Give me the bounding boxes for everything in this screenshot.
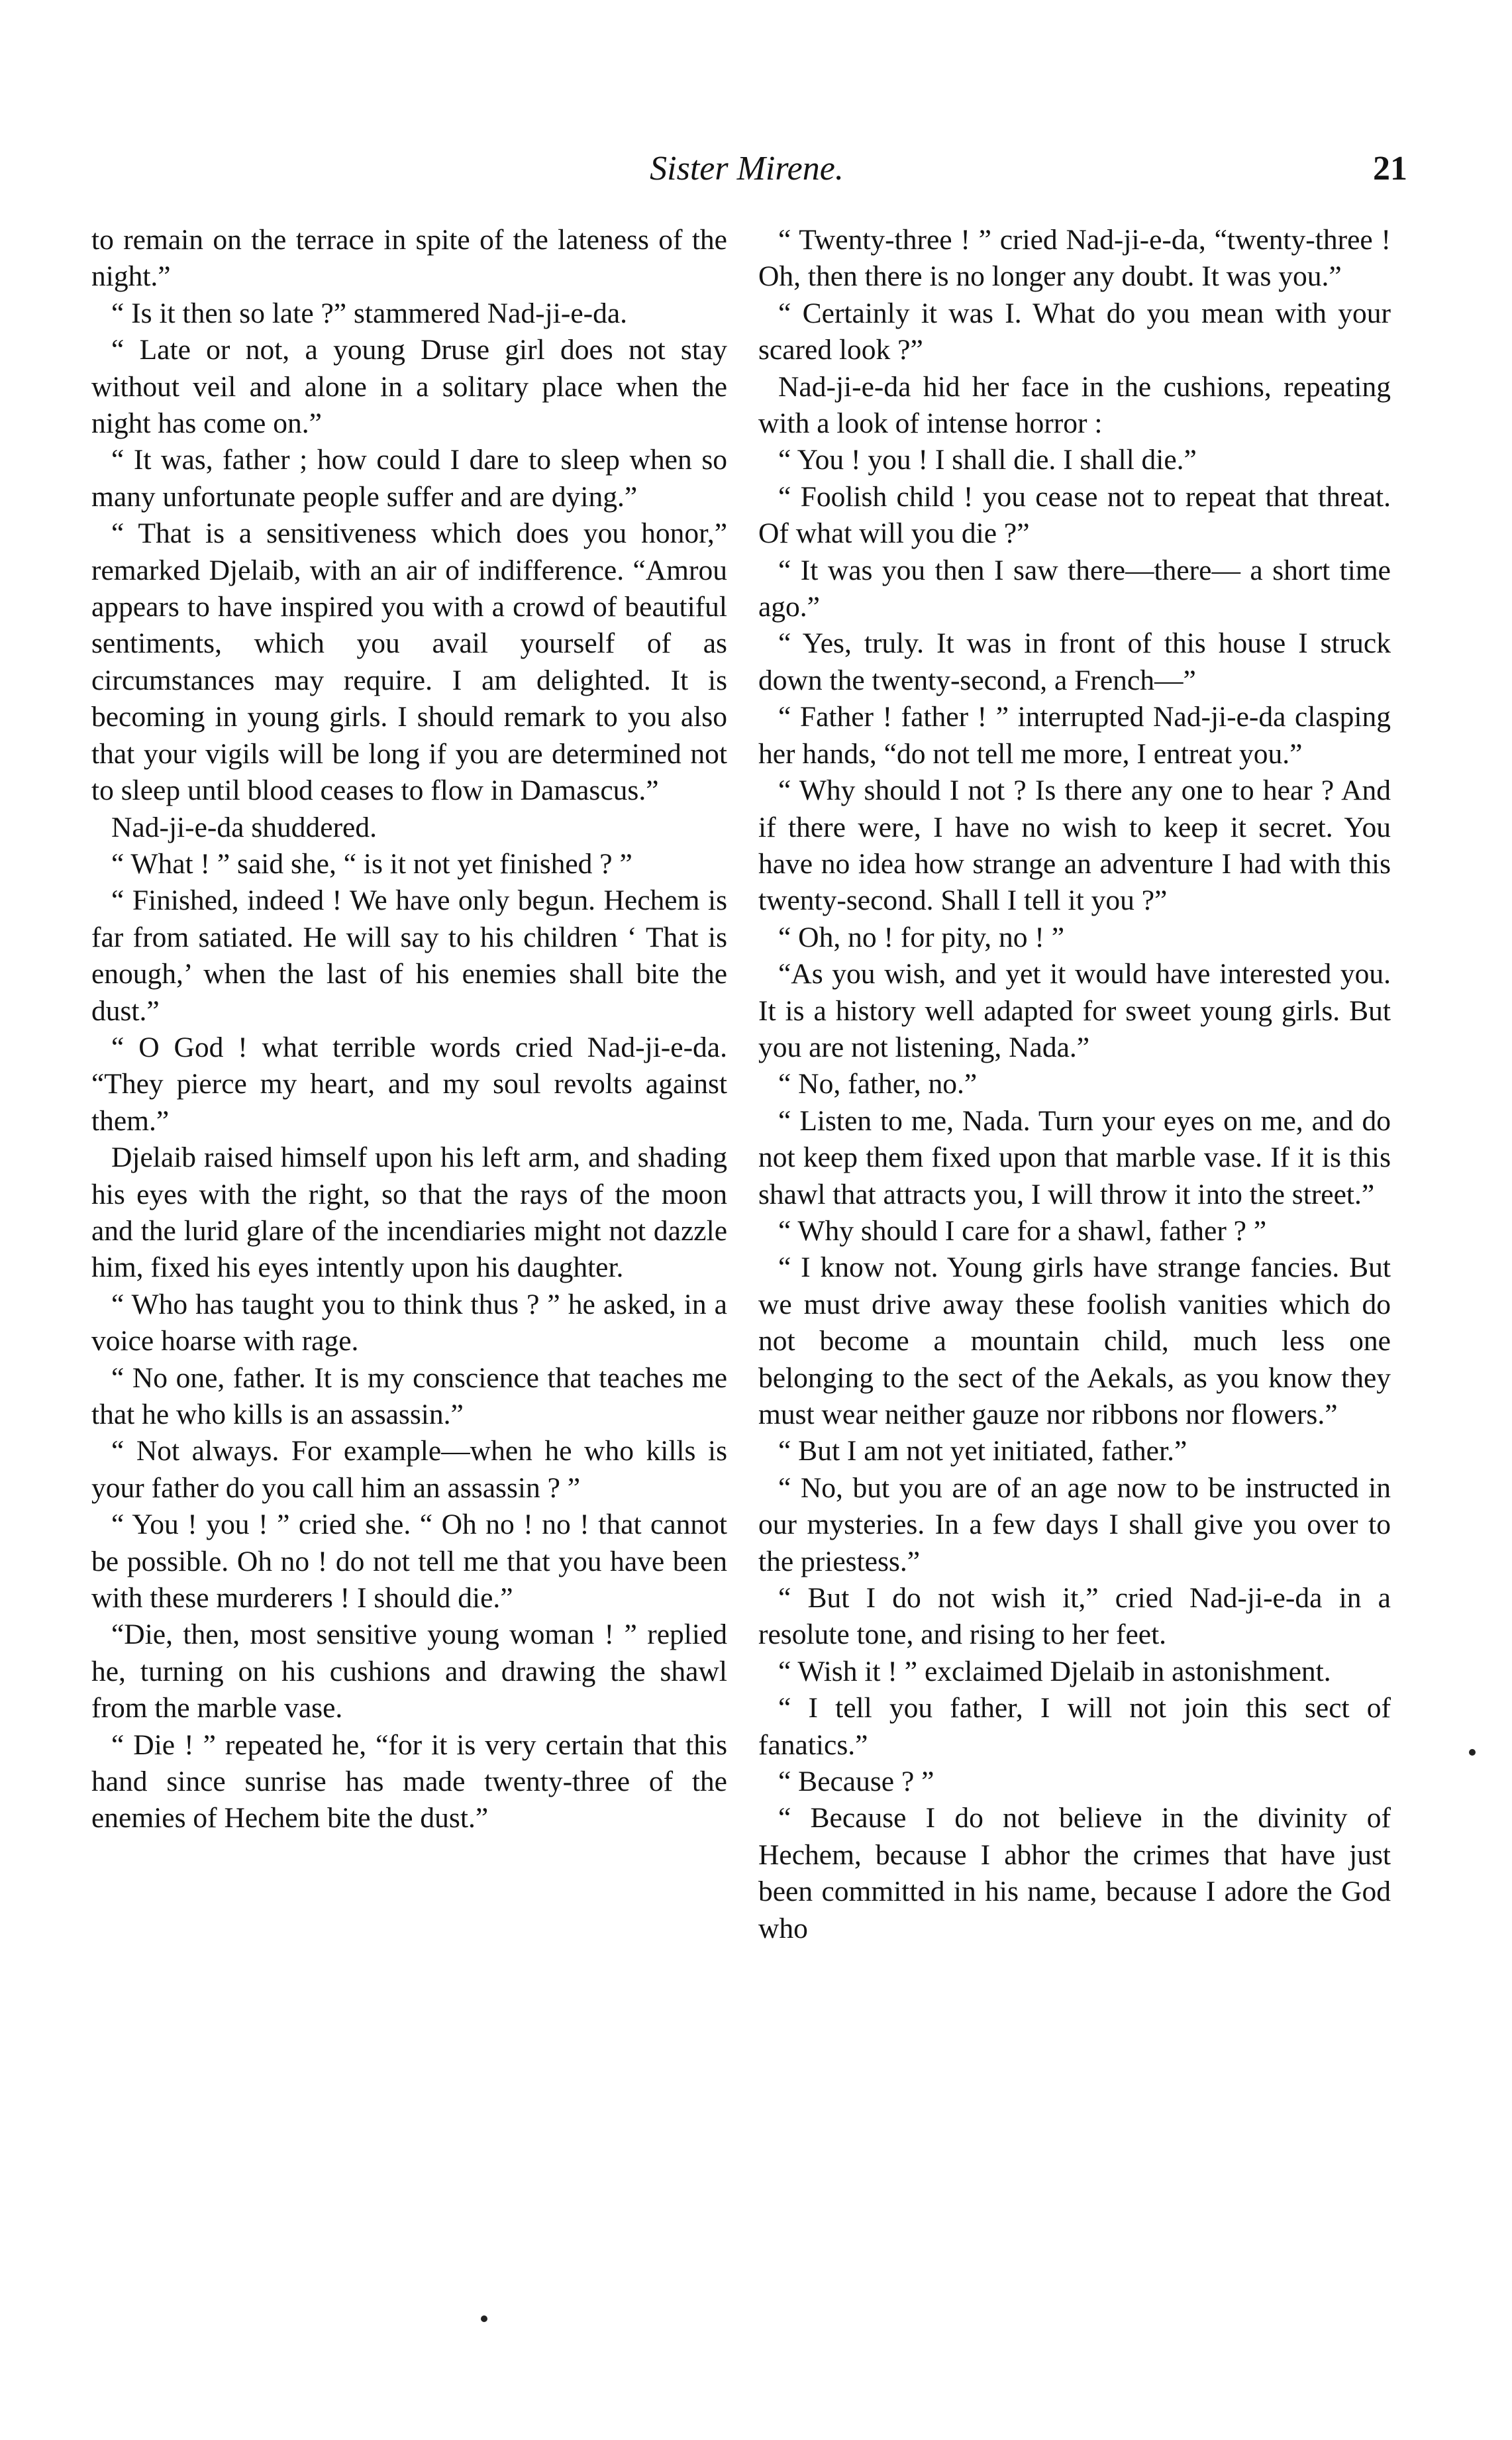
paragraph: “ Oh, no ! for pity, no ! ” xyxy=(778,921,1065,953)
paragraph: “ I tell you father, I will not join this sect of fanatics.” xyxy=(758,1692,1391,1761)
paragraph: “ That is a sensitiveness which does you honor,” remarked Djelaib, with an air of indifference. “Amrou appears to have inspired you with a crowd of beautiful sentiments, which you avail yourself of as circumstances may require. I am delighted. It is becoming in young girls. I should remark to you also that your vigils will be long if you are determined not to sleep until blood ceases to flow in Damascus.” xyxy=(91,517,727,807)
paragraph: “ You ! you ! I shall die. I shall die.” xyxy=(778,444,1197,476)
paragraph: “ Wish it ! ” exclaimed Djelaib in astonishment. xyxy=(778,1655,1331,1687)
paragraph: “ It was you then I saw there—there— a short time ago.” xyxy=(758,554,1391,623)
paragraph: “ Who has taught you to think thus ? ” he asked, in a voice hoarse with rage. xyxy=(91,1288,727,1357)
paragraph: “ No, but you are of an age now to be instructed in our mysteries. In a few days I shall give you over to the priestess.” xyxy=(758,1471,1391,1577)
paragraph: “ No one, father. It is my conscience that teaches me that he who kills is an assassin.” xyxy=(91,1361,727,1430)
paragraph: “ Why should I care for a shawl, father ? ” xyxy=(778,1214,1267,1247)
right-column xyxy=(758,222,1391,1947)
left-column xyxy=(91,222,727,1837)
paragraph: “ It was, father ; how could I dare to sleep when so many unfortunate people suffer and are dying.” xyxy=(91,444,727,513)
paragraph: “ But I do not wish it,” cried Nad-ji-e-da in a resolute tone, and rising to her feet. xyxy=(758,1582,1391,1651)
paragraph: to remain on the terrace in spite of the lateness of the night.” xyxy=(91,224,727,293)
paragraph: “ I know not. Young girls have strange fancies. But we must drive away these foolish vanities which do not become a mountain child, much less one belonging to the sect of the Aekals, as you know they must wear neither gauze nor ribbons nor flowers.” xyxy=(758,1251,1391,1430)
paragraph: “ Father ! father ! ” interrupted Nad-ji-e-da clasping her hands, “do not tell me more, I entreat you.” xyxy=(758,701,1391,770)
paragraph: “ Is it then so late ?” stammered Nad-ji-e-da. xyxy=(111,297,628,329)
ink-speck xyxy=(481,2315,487,2322)
paragraph: “ Finished, indeed ! We have only begun. Hechem is far from satiated. He will say to his children ‘ That is enough,’ when the last of his enemies shall bite the dust.” xyxy=(91,884,727,1027)
paragraph: “ Die ! ” repeated he, “for it is very certain that this hand since sunrise has made twenty-three of the enemies of Hechem bite the dust.” xyxy=(91,1728,727,1834)
paragraph: Nad-ji-e-da shuddered. xyxy=(111,811,377,843)
paragraph: “ Why should I not ? Is there any one to hear ? And if there were, I have no wish to keep it secret. You have no idea how strange an adventure I had with this twenty-second. Shall I tell it you ?” xyxy=(758,774,1391,917)
running-title: Sister Mirene. xyxy=(650,150,844,187)
paragraph: “ Yes, truly. It was in front of this house I struck down the twenty-second, a French—” xyxy=(758,627,1391,696)
paragraph: “ But I am not yet initiated, father.” xyxy=(778,1435,1187,1467)
paragraph: “ Listen to me, Nada. Turn your eyes on me, and do not keep them fixed upon that marble vase. If it is this shawl that attracts you, I will throw it into the street.” xyxy=(758,1104,1391,1210)
paragraph: “ No, father, no.” xyxy=(778,1068,978,1100)
paragraph: “ Because ? ” xyxy=(778,1766,934,1798)
page-header xyxy=(86,142,1407,195)
paragraph: “As you wish, and yet it would have interested you. It is a history well adapted for sweet young girls. But you are not listening, Nada.” xyxy=(758,958,1391,1063)
paragraph: “ Foolish child ! you cease not to repeat that threat. Of what will you die ?” xyxy=(758,480,1391,550)
paragraph: “Die, then, most sensitive young woman ! ” replied he, turning on his cushions and drawing the shawl from the marble vase. xyxy=(91,1618,727,1724)
paragraph: “ O God ! what terrible words cried Nad-ji-e-da. “They pierce my heart, and my soul revolts against them.” xyxy=(91,1031,727,1137)
paragraph: “ Not always. For example—when he who kills is your father do you call him an assassin ? ” xyxy=(91,1435,727,1504)
ink-speck xyxy=(1469,1749,1476,1756)
page-number: 21 xyxy=(1373,150,1407,187)
paragraph: Djelaib raised himself upon his left arm, and shading his eyes with the right, so that the rays of the moon and the lurid glare of the incendiaries might not dazzle him, fixed his eyes intently upon his daughter. xyxy=(91,1141,727,1284)
paragraph: “ Twenty-three ! ” cried Nad-ji-e-da, “twenty-three ! Oh, then there is no longer any doubt. It was you.” xyxy=(758,224,1391,293)
paragraph: “ Late or not, a young Druse girl does not stay without veil and alone in a solitary place when the night has come on.” xyxy=(91,334,727,440)
paragraph: Nad-ji-e-da hid her face in the cushions, repeating with a look of intense horror : xyxy=(758,370,1391,440)
paragraph: “ You ! you ! ” cried she. “ Oh no ! no ! that cannot be possible. Oh no ! do not tell me that you have been with these murderers ! I should die.” xyxy=(91,1509,727,1615)
paragraph: “ Because I do not believe in the divinity of Hechem, because I abhor the crimes that have just been committed in his name, because I adore the God who xyxy=(758,1802,1391,1944)
paragraph: “ Certainly it was I. What do you mean with your scared look ?” xyxy=(758,297,1391,366)
paragraph: “ What ! ” said she, “ is it not yet finished ? ” xyxy=(111,847,632,880)
